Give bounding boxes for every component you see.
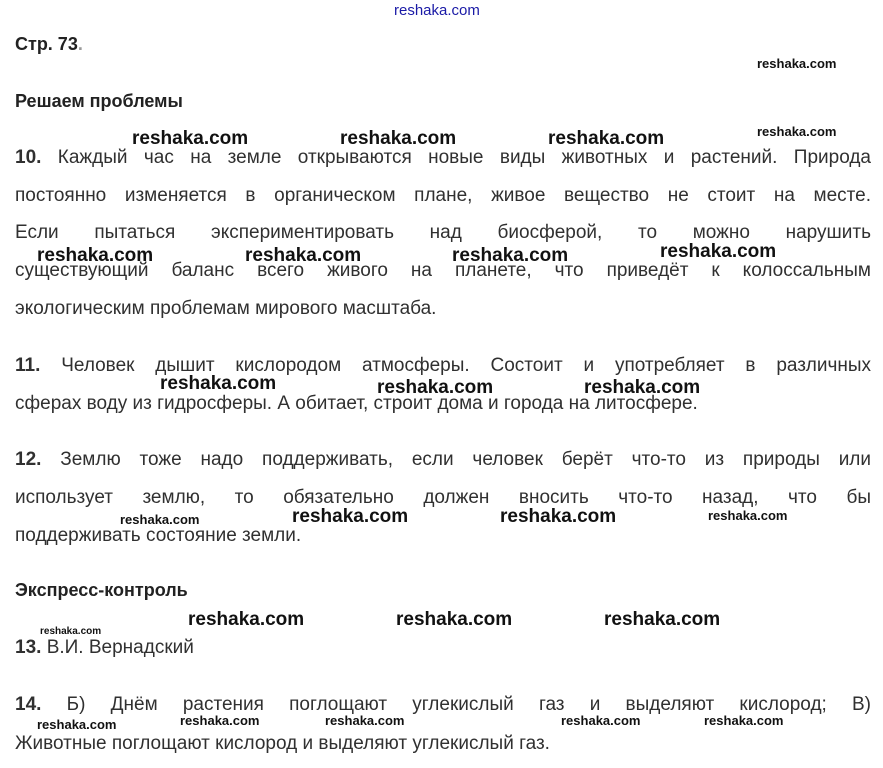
watermark: reshaka.com [604,609,721,630]
watermark: reshaka.com [160,373,277,394]
section-heading-express: Экспресс-контроль [15,580,188,600]
answer-11-text-1: Человек дышит кислородом атмосферы. Состоит и употребляет в различных [61,355,871,376]
watermark: reshaka.com [452,245,569,266]
watermark: reshaka.com [757,124,837,139]
answer-13-number: 13. [15,637,42,658]
answer-10-line-2: постоянно изменяется в органическом плане, живое вещество не стоит на месте. [15,185,871,206]
watermark: reshaka.com [757,56,837,71]
section-heading-problems: Решаем проблемы [15,91,183,111]
watermark: reshaka.com [561,713,641,728]
answer-11-line-1 [15,355,871,377]
watermark: reshaka.com [132,128,249,149]
watermark: reshaka.com [292,506,409,527]
answer-14-line-2: Животные поглощают кислород и выделяют углекислый газ. [15,733,550,754]
watermark: reshaka.com [584,377,701,398]
page-label-dot: . [77,34,83,54]
watermark: reshaka.com [500,506,617,527]
answer-11-line-2: сферах воду из гидросферы. А обитает, строит дома и города на литосфере. [15,393,698,414]
watermark: reshaka.com [704,713,784,728]
watermark: reshaka.com [377,377,494,398]
answer-13-text: В.И. Вернадский [46,637,194,658]
answer-10-number: 10. [15,147,42,168]
answer-12-text-1: Землю тоже надо поддерживать, если человек берёт что-то из природы или [60,449,872,470]
watermark: reshaka.com [325,713,405,728]
answer-10-line-4: существующий баланс всего живого на планете, что приведёт к колоссальным [15,260,871,281]
answer-10-line-5: экологическим проблемам мирового масштаба. [15,298,437,319]
watermark: reshaka.com [37,717,117,732]
watermark: reshaka.com [548,128,665,149]
watermark: reshaka.com [660,241,777,262]
watermark: reshaka.com [180,713,260,728]
answer-10-text-1: Каждый час на земле открываются новые виды животных и растений. Природа [57,147,871,168]
answer-12-number: 12. [15,449,42,470]
page-label-text: Стр. 73 [15,34,78,54]
watermark: reshaka.com [340,128,457,149]
answer-10-line-3: Если пытаться экспериментировать над биосферой, то можно нарушить [15,222,871,243]
watermark: reshaka.com [708,508,788,523]
page-label [15,34,83,55]
watermark: reshaka.com [188,609,305,630]
watermark: reshaka.com [245,245,362,266]
answer-12-line-1 [15,449,871,471]
watermark: reshaka.com [396,609,513,630]
site-watermark-top: reshaka.com [394,2,480,19]
watermark: reshaka.com [37,245,154,266]
answer-10-line-1 [15,147,871,169]
answer-13-line [15,637,871,659]
answer-14-text-1: Б) Днём растения поглощают углекислый газ и выделяют кислород; В) [66,694,872,715]
watermark: reshaka.com [40,626,102,637]
watermark: reshaka.com [120,512,200,527]
answer-11-number: 11. [15,355,41,376]
answer-14-number: 14. [15,694,42,715]
answer-12-line-2: использует землю, то обязательно должен вносить что-то назад, что бы [15,487,871,508]
answer-12-line-3: поддерживать состояние земли. [15,525,302,546]
